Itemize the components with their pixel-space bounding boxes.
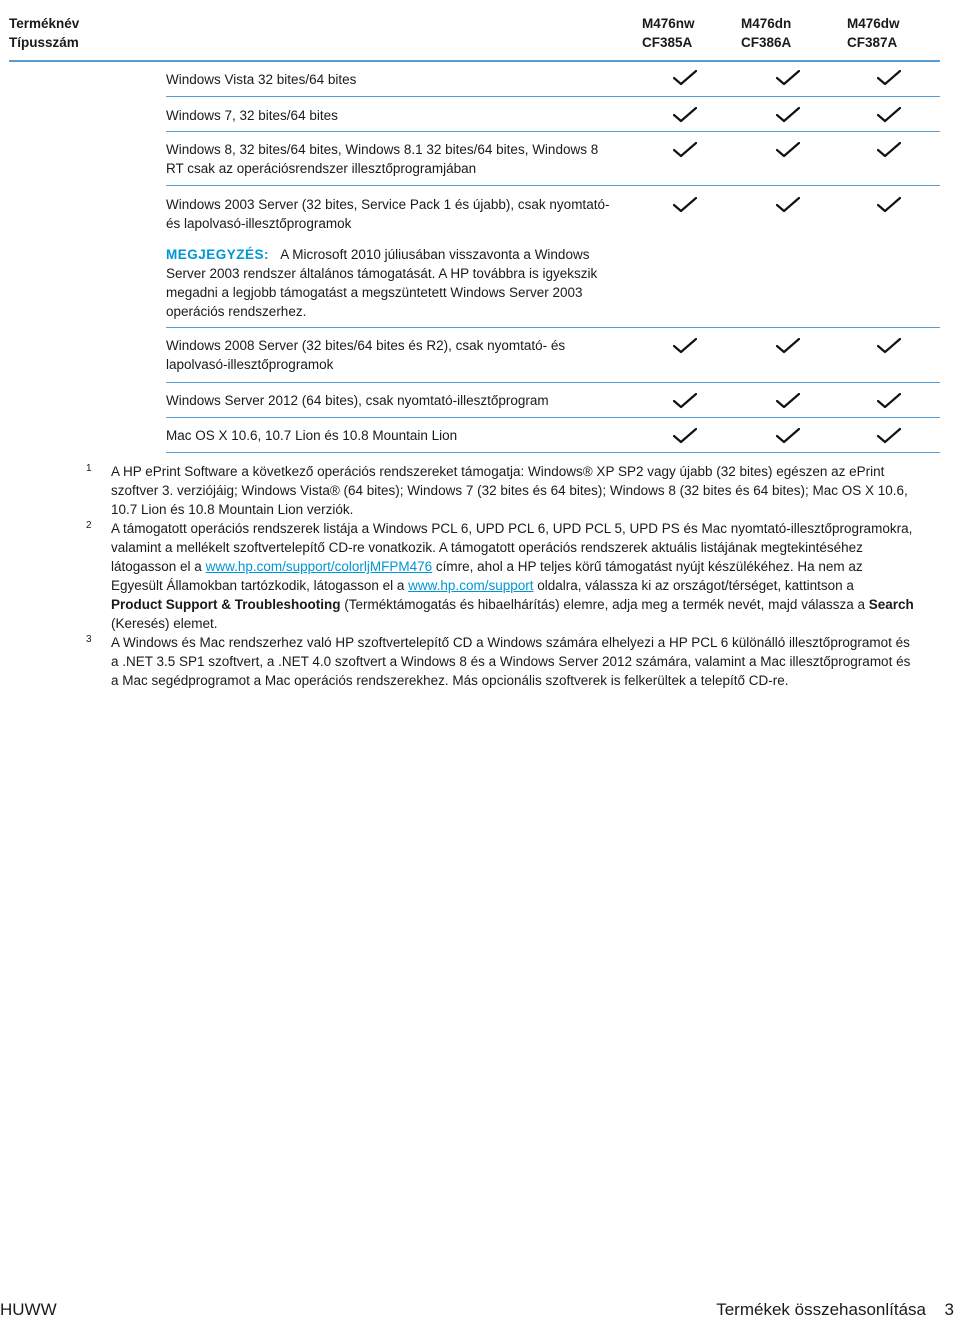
check-icon: [776, 197, 800, 213]
support-link[interactable]: www.hp.com/support: [408, 578, 534, 593]
row-label: Windows Vista 32 bites/64 bites: [166, 72, 357, 87]
footnote-1: 1 A HP ePrint Software a következő operációs rendszereket támogatja: Windows® XP SP2 vagy újabb (32 bites) egészen az ePrint szoftver 3. verziójáig; Windows Vista® (64 bites); Windows 7 (32 bites és 64 bites); Windows 8 (32 bites és 64 bites); Mac OS X 10.6, 10.7 Lion és 10.8 Mountain Lion verziók.: [86, 462, 936, 519]
check-icon: [673, 338, 697, 354]
model-column-3: [847, 14, 900, 52]
footer-section-title: Termékek összehasonlítása: [716, 1300, 926, 1319]
table-row: [166, 328, 940, 383]
check-icon: [776, 428, 800, 444]
model-code: CF385A: [642, 35, 693, 50]
check-icon: [877, 107, 901, 123]
footer-left: HUWW: [0, 1300, 57, 1319]
row-label: Windows Server 2012 (64 bites), csak nyomtató-illesztőprogram: [166, 393, 549, 408]
model-name: M476dw: [847, 16, 900, 31]
row-label: Mac OS X 10.6, 10.7 Lion és 10.8 Mountain Lion: [166, 428, 458, 443]
table-row: [166, 60, 940, 97]
check-icon: [877, 70, 901, 86]
product-label: Terméknév: [9, 16, 80, 31]
check-icon: [877, 393, 901, 409]
type-label: Típusszám: [9, 35, 79, 50]
model-column-2: [741, 14, 791, 52]
row-label: Windows 2003 Server (32 bites, Service Pack 1 és újabb), csak nyomtató- és lapolvasó-illesztőprogramok: [166, 197, 610, 231]
check-icon: [776, 393, 800, 409]
footnote-number: 1: [86, 463, 92, 474]
check-icon: [877, 142, 901, 158]
footnote-2: 2 A támogatott operációs rendszerek listája a Windows PCL 6, UPD PCL 6, UPD PCL 5, UPD PS és Mac nyomtató-illesztőprogramokra, valamint a mellékelt szoftvertelepítő CD-re vonatkozik. A támogatott operációs rendszerek aktuális listájának megtekintéséhez látogasson el a www.hp.com/support/colorljMFPM476 címre, ahol a HP teljes körű támogatást nyújt készülékéhez. Ha nem az Egyesült Államokban tartózkodik, látogasson el a www.hp.com/support oldalra, válassza ki az országot/térséget, kattintson a Product Support & Troubleshooting (Terméktámogatás és hibaelhárítás) elemre, adja meg a termék nevét, majd válassza a Search (Keresés) elemet.: [86, 519, 936, 633]
check-icon: [776, 142, 800, 158]
row-label: Windows 7, 32 bites/64 bites: [166, 108, 338, 123]
page-number: 3: [944, 1300, 954, 1319]
table-row: [166, 97, 940, 132]
model-name: M476nw: [642, 16, 695, 31]
check-icon: [673, 107, 697, 123]
table-row: [166, 186, 940, 242]
model-code: CF386A: [741, 35, 792, 50]
header-labels: [9, 14, 79, 52]
check-icon: [776, 70, 800, 86]
table-row: [166, 418, 940, 453]
check-icon: [673, 393, 697, 409]
os-support-table: [166, 60, 940, 453]
footnote-number: 2: [86, 520, 92, 531]
note: MEGJEGYZÉS: A Microsoft 2010 júliusában visszavonta a Windows Server 2003 rendszer általános támogatását. A HP továbbra is igyekszik megadni a legjobb támogatást a megszüntetett Windows Server 2003 operációs rendszerhez.: [166, 247, 598, 319]
check-icon: [673, 428, 697, 444]
row-label: Windows 8, 32 bites/64 bites, Windows 8.1 32 bites/64 bites, Windows 8 RT csak az operációsrendszer illesztőprogramjában: [166, 142, 599, 176]
model-column-1: [642, 14, 695, 52]
note-keyword: MEGJEGYZÉS:: [166, 247, 270, 262]
check-icon: [673, 142, 697, 158]
footnotes: [86, 462, 936, 690]
note-row: [166, 242, 940, 328]
check-icon: [776, 107, 800, 123]
check-icon: [877, 197, 901, 213]
row-label: Windows 2008 Server (32 bites/64 bites és R2), csak nyomtató- és lapolvasó-illesztőprogramok: [166, 338, 566, 372]
check-icon: [776, 338, 800, 354]
model-name: M476dn: [741, 16, 792, 31]
table-header: [9, 12, 940, 62]
footnote-3: 3 A Windows és Mac rendszerhez való HP szoftvertelepítő CD a Windows számára elhelyezi a HP PCL 6 különálló illesztőprogramot és a .NET 3.5 SP1 szoftvert, a .NET 4.0 szoftvert a Windows 8 és a Windows Server 2012 számára, valamint a Mac illesztőprogramot és a Mac segédprogramot a Mac operációs rendszerekhez. Más opcionális szoftverek is felkerültek a telepítő CD-re.: [86, 633, 936, 690]
support-link-colorlj[interactable]: www.hp.com/support/colorljMFPM476: [205, 559, 433, 574]
check-icon: [877, 428, 901, 444]
check-icon: [877, 338, 901, 354]
page-footer: [0, 1300, 960, 1322]
model-code: CF387A: [847, 35, 898, 50]
check-icon: [673, 70, 697, 86]
table-row: [166, 383, 940, 418]
footnote-number: 3: [86, 634, 92, 645]
table-row: [166, 132, 940, 186]
check-icon: [673, 197, 697, 213]
